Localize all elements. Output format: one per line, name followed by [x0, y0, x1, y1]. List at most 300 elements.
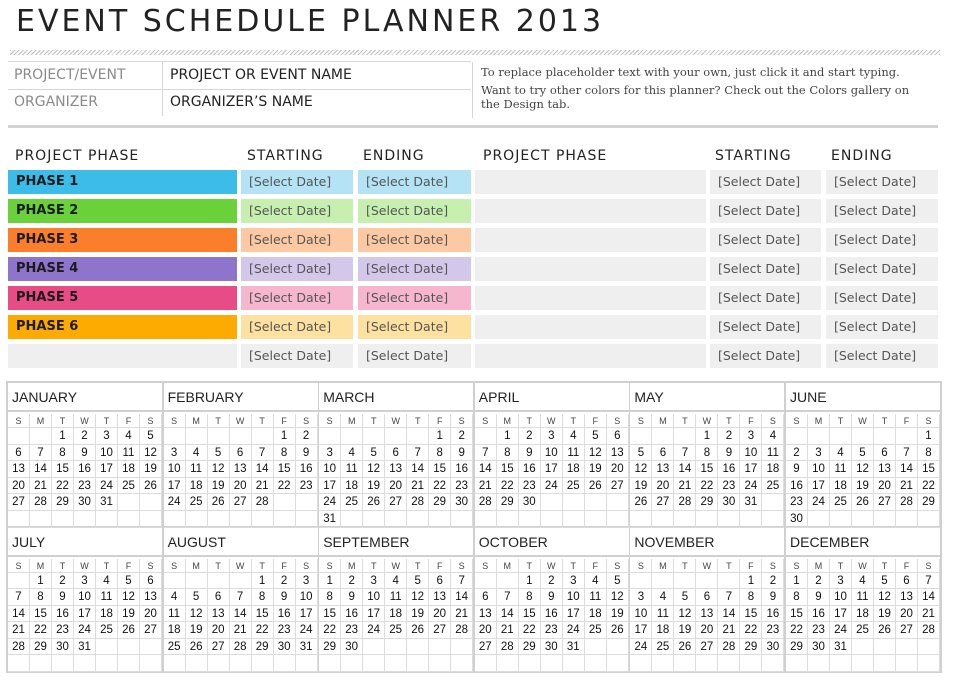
calendar-day[interactable]: 22 — [30, 622, 52, 639]
calendar-day[interactable]: 1 — [696, 428, 718, 445]
calendar-day[interactable]: 2 — [296, 428, 318, 445]
end-date-left-6[interactable]: [Select Date] — [358, 315, 471, 339]
calendar-day[interactable]: 10 — [96, 445, 118, 462]
calendar-day[interactable]: 7 — [475, 445, 497, 462]
calendar-day[interactable]: 29 — [52, 494, 74, 511]
calendar-day[interactable]: 23 — [274, 622, 296, 639]
calendar-day[interactable]: 18 — [563, 461, 585, 478]
calendar-day[interactable]: 18 — [118, 461, 140, 478]
calendar-day[interactable]: 5 — [674, 589, 696, 606]
calendar-day[interactable]: 8 — [30, 589, 52, 606]
calendar-day[interactable]: 8 — [52, 445, 74, 462]
calendar-day[interactable]: 25 — [186, 494, 208, 511]
calendar-day[interactable]: 1 — [274, 428, 296, 445]
end-date-left-7[interactable]: [Select Date] — [358, 344, 471, 368]
calendar-day[interactable]: 31 — [740, 494, 762, 511]
calendar-day[interactable]: 1 — [740, 573, 762, 590]
calendar-day[interactable]: 25 — [563, 478, 585, 495]
calendar-day[interactable]: 11 — [341, 461, 363, 478]
calendar-day[interactable]: 10 — [363, 589, 385, 606]
calendar-day[interactable]: 25 — [852, 622, 874, 639]
calendar-day[interactable]: 12 — [674, 606, 696, 623]
calendar-day[interactable]: 23 — [74, 478, 96, 495]
calendar-day[interactable]: 26 — [208, 494, 230, 511]
calendar-day[interactable]: 5 — [208, 445, 230, 462]
start-date-left-4[interactable]: [Select Date] — [241, 257, 353, 281]
calendar-day[interactable]: 11 — [762, 445, 784, 462]
calendar-day[interactable]: 18 — [762, 461, 784, 478]
phase-label-right-1[interactable] — [475, 170, 706, 194]
calendar-day[interactable]: 3 — [563, 573, 585, 590]
calendar-day[interactable]: 8 — [740, 589, 762, 606]
calendar-day[interactable]: 23 — [808, 622, 830, 639]
start-date-right-1[interactable]: [Select Date] — [710, 170, 821, 194]
calendar-day[interactable]: 16 — [541, 606, 563, 623]
calendar-day[interactable]: 21 — [497, 622, 519, 639]
calendar-day[interactable]: 9 — [451, 445, 473, 462]
calendar-day[interactable]: 5 — [118, 573, 140, 590]
calendar-day[interactable]: 16 — [519, 461, 541, 478]
calendar-day[interactable]: 1 — [429, 428, 451, 445]
start-date-right-2[interactable]: [Select Date] — [710, 199, 821, 223]
calendar-day[interactable]: 29 — [918, 494, 940, 511]
calendar-day[interactable]: 26 — [585, 478, 607, 495]
calendar-day[interactable]: 30 — [808, 639, 830, 656]
calendar-day[interactable]: 17 — [363, 606, 385, 623]
calendar-day[interactable]: 27 — [208, 639, 230, 656]
calendar-day[interactable]: 2 — [718, 428, 740, 445]
calendar-day[interactable]: 8 — [786, 589, 808, 606]
calendar-day[interactable]: 8 — [274, 445, 296, 462]
calendar-day[interactable]: 8 — [497, 445, 519, 462]
calendar-day[interactable]: 26 — [118, 622, 140, 639]
calendar-day[interactable]: 15 — [252, 606, 274, 623]
calendar-day[interactable]: 30 — [519, 494, 541, 511]
calendar-day[interactable]: 1 — [519, 573, 541, 590]
calendar-day[interactable]: 27 — [652, 494, 674, 511]
calendar-day[interactable]: 1 — [497, 428, 519, 445]
calendar-day[interactable]: 12 — [852, 461, 874, 478]
calendar-day[interactable]: 18 — [164, 622, 186, 639]
calendar-day[interactable]: 21 — [718, 622, 740, 639]
calendar-day[interactable]: 30 — [541, 639, 563, 656]
calendar-day[interactable]: 22 — [52, 478, 74, 495]
start-date-left-7[interactable]: [Select Date] — [241, 344, 353, 368]
calendar-day[interactable]: 9 — [341, 589, 363, 606]
calendar-day[interactable]: 15 — [429, 461, 451, 478]
calendar-day[interactable]: 14 — [451, 589, 473, 606]
calendar-day[interactable]: 22 — [519, 622, 541, 639]
calendar-day[interactable]: 1 — [918, 428, 940, 445]
calendar-day[interactable]: 21 — [475, 478, 497, 495]
calendar-day[interactable]: 27 — [140, 622, 162, 639]
calendar-day[interactable]: 17 — [164, 478, 186, 495]
calendar-day[interactable]: 13 — [607, 445, 629, 462]
calendar-day[interactable]: 9 — [52, 589, 74, 606]
calendar-day[interactable]: 29 — [497, 494, 519, 511]
calendar-day[interactable]: 28 — [896, 494, 918, 511]
calendar-day[interactable]: 10 — [808, 461, 830, 478]
calendar-day[interactable]: 31 — [96, 494, 118, 511]
calendar-day[interactable]: 11 — [830, 461, 852, 478]
calendar-day[interactable]: 13 — [140, 589, 162, 606]
calendar-day[interactable]: 10 — [740, 445, 762, 462]
calendar-day[interactable]: 20 — [429, 606, 451, 623]
calendar-day[interactable]: 26 — [186, 639, 208, 656]
calendar-day[interactable]: 10 — [74, 589, 96, 606]
calendar-day[interactable]: 19 — [674, 622, 696, 639]
start-date-right-7[interactable]: [Select Date] — [710, 344, 821, 368]
calendar-day[interactable]: 12 — [118, 589, 140, 606]
calendar-day[interactable]: 25 — [385, 622, 407, 639]
end-date-left-2[interactable]: [Select Date] — [358, 199, 471, 223]
calendar-day[interactable]: 26 — [874, 622, 896, 639]
calendar-day[interactable]: 15 — [319, 606, 341, 623]
calendar-day[interactable]: 28 — [718, 639, 740, 656]
calendar-day[interactable]: 9 — [274, 589, 296, 606]
calendar-day[interactable]: 4 — [186, 445, 208, 462]
calendar-day[interactable]: 7 — [451, 573, 473, 590]
calendar-day[interactable]: 6 — [696, 589, 718, 606]
calendar-day[interactable]: 24 — [296, 622, 318, 639]
calendar-day[interactable]: 12 — [363, 461, 385, 478]
calendar-day[interactable]: 15 — [918, 461, 940, 478]
phase-label-7[interactable] — [8, 344, 237, 368]
calendar-day[interactable]: 3 — [808, 445, 830, 462]
calendar-day[interactable]: 27 — [874, 494, 896, 511]
calendar-day[interactable]: 13 — [896, 589, 918, 606]
calendar-day[interactable]: 7 — [497, 589, 519, 606]
calendar-day[interactable]: 20 — [896, 606, 918, 623]
calendar-day[interactable]: 20 — [874, 478, 896, 495]
calendar-day[interactable]: 27 — [429, 622, 451, 639]
calendar-day[interactable]: 29 — [252, 639, 274, 656]
calendar-day[interactable]: 25 — [830, 494, 852, 511]
calendar-day[interactable]: 27 — [896, 622, 918, 639]
calendar-day[interactable]: 23 — [52, 622, 74, 639]
phase-label-4[interactable]: PHASE 4 — [8, 257, 237, 281]
calendar-day[interactable]: 1 — [319, 573, 341, 590]
calendar-day[interactable]: 11 — [652, 606, 674, 623]
calendar-day[interactable]: 24 — [164, 494, 186, 511]
calendar-day[interactable]: 5 — [874, 573, 896, 590]
calendar-day[interactable]: 19 — [186, 622, 208, 639]
calendar-day[interactable]: 8 — [519, 589, 541, 606]
phase-label-6[interactable]: PHASE 6 — [8, 315, 237, 339]
calendar-day[interactable]: 18 — [585, 606, 607, 623]
calendar-day[interactable]: 17 — [74, 606, 96, 623]
calendar-day[interactable]: 16 — [341, 606, 363, 623]
calendar-day[interactable]: 26 — [140, 478, 162, 495]
calendar-day[interactable]: 25 — [118, 478, 140, 495]
calendar-day[interactable]: 11 — [385, 589, 407, 606]
calendar-day[interactable]: 12 — [140, 445, 162, 462]
calendar-day[interactable]: 14 — [230, 606, 252, 623]
calendar-day[interactable]: 11 — [186, 461, 208, 478]
calendar-day[interactable]: 28 — [30, 494, 52, 511]
calendar-day[interactable]: 16 — [296, 461, 318, 478]
calendar-day[interactable]: 4 — [762, 428, 784, 445]
calendar-day[interactable]: 15 — [52, 461, 74, 478]
calendar-day[interactable]: 26 — [407, 622, 429, 639]
calendar-day[interactable]: 13 — [696, 606, 718, 623]
calendar-day[interactable]: 19 — [607, 606, 629, 623]
calendar-day[interactable]: 10 — [319, 461, 341, 478]
calendar-day[interactable]: 16 — [74, 461, 96, 478]
phase-label-right-4[interactable] — [475, 257, 706, 281]
calendar-day[interactable]: 2 — [451, 428, 473, 445]
calendar-day[interactable]: 17 — [830, 606, 852, 623]
calendar-day[interactable]: 9 — [718, 445, 740, 462]
calendar-day[interactable]: 4 — [830, 445, 852, 462]
calendar-day[interactable]: 24 — [563, 622, 585, 639]
end-date-left-5[interactable]: [Select Date] — [358, 286, 471, 310]
calendar-day[interactable]: 31 — [296, 639, 318, 656]
calendar-day[interactable]: 25 — [762, 478, 784, 495]
calendar-day[interactable]: 24 — [319, 494, 341, 511]
calendar-day[interactable]: 22 — [786, 622, 808, 639]
calendar-day[interactable]: 4 — [652, 589, 674, 606]
calendar-day[interactable]: 6 — [652, 445, 674, 462]
calendar-day[interactable]: 21 — [918, 606, 940, 623]
phase-label-2[interactable]: PHASE 2 — [8, 199, 237, 223]
calendar-day[interactable]: 27 — [607, 478, 629, 495]
calendar-day[interactable]: 15 — [274, 461, 296, 478]
calendar-day[interactable]: 27 — [230, 494, 252, 511]
calendar-day[interactable]: 7 — [230, 589, 252, 606]
calendar-day[interactable]: 8 — [319, 589, 341, 606]
calendar-day[interactable]: 20 — [696, 622, 718, 639]
calendar-day[interactable]: 6 — [429, 573, 451, 590]
calendar-day[interactable]: 5 — [852, 445, 874, 462]
calendar-day[interactable]: 12 — [585, 445, 607, 462]
calendar-day[interactable]: 19 — [118, 606, 140, 623]
calendar-day[interactable]: 2 — [74, 428, 96, 445]
calendar-day[interactable]: 24 — [808, 494, 830, 511]
calendar-day[interactable]: 21 — [407, 478, 429, 495]
phase-label-right-5[interactable] — [475, 286, 706, 310]
calendar-day[interactable]: 2 — [541, 573, 563, 590]
calendar-day[interactable]: 28 — [451, 622, 473, 639]
calendar-day[interactable]: 3 — [363, 573, 385, 590]
calendar-day[interactable]: 22 — [918, 478, 940, 495]
calendar-day[interactable]: 17 — [563, 606, 585, 623]
calendar-day[interactable]: 7 — [407, 445, 429, 462]
calendar-day[interactable]: 23 — [341, 622, 363, 639]
calendar-day[interactable]: 22 — [740, 622, 762, 639]
calendar-day[interactable]: 15 — [786, 606, 808, 623]
calendar-day[interactable]: 18 — [830, 478, 852, 495]
calendar-day[interactable]: 16 — [274, 606, 296, 623]
calendar-day[interactable]: 25 — [341, 494, 363, 511]
calendar-day[interactable]: 13 — [652, 461, 674, 478]
calendar-day[interactable]: 7 — [252, 445, 274, 462]
calendar-day[interactable]: 30 — [52, 639, 74, 656]
calendar-day[interactable]: 27 — [385, 494, 407, 511]
calendar-day[interactable]: 12 — [208, 461, 230, 478]
calendar-day[interactable]: 16 — [786, 478, 808, 495]
calendar-day[interactable]: 17 — [808, 478, 830, 495]
calendar-day[interactable]: 23 — [541, 622, 563, 639]
calendar-day[interactable]: 30 — [786, 511, 808, 528]
calendar-day[interactable]: 11 — [563, 445, 585, 462]
calendar-day[interactable]: 25 — [164, 639, 186, 656]
calendar-day[interactable]: 16 — [451, 461, 473, 478]
calendar-day[interactable]: 11 — [118, 445, 140, 462]
calendar-day[interactable]: 26 — [674, 639, 696, 656]
calendar-day[interactable]: 28 — [674, 494, 696, 511]
calendar-day[interactable]: 18 — [341, 478, 363, 495]
calendar-day[interactable]: 22 — [696, 478, 718, 495]
calendar-day[interactable]: 3 — [541, 428, 563, 445]
calendar-day[interactable]: 26 — [852, 494, 874, 511]
calendar-day[interactable]: 14 — [407, 461, 429, 478]
calendar-day[interactable]: 29 — [740, 639, 762, 656]
calendar-day[interactable]: 19 — [208, 478, 230, 495]
phase-label-right-6[interactable] — [475, 315, 706, 339]
calendar-day[interactable]: 26 — [607, 622, 629, 639]
calendar-day[interactable]: 16 — [718, 461, 740, 478]
calendar-day[interactable]: 6 — [230, 445, 252, 462]
end-date-right-4[interactable]: [Select Date] — [826, 257, 938, 281]
calendar-day[interactable]: 24 — [96, 478, 118, 495]
calendar-day[interactable]: 10 — [296, 589, 318, 606]
calendar-day[interactable]: 9 — [74, 445, 96, 462]
calendar-day[interactable]: 6 — [385, 445, 407, 462]
calendar-day[interactable]: 10 — [164, 461, 186, 478]
calendar-day[interactable]: 21 — [451, 606, 473, 623]
calendar-day[interactable]: 31 — [319, 511, 341, 528]
calendar-day[interactable]: 6 — [607, 428, 629, 445]
calendar-day[interactable]: 21 — [230, 622, 252, 639]
calendar-day[interactable]: 19 — [363, 478, 385, 495]
calendar-day[interactable]: 9 — [762, 589, 784, 606]
calendar-day[interactable]: 13 — [475, 606, 497, 623]
calendar-day[interactable]: 29 — [786, 639, 808, 656]
calendar-day[interactable]: 5 — [630, 445, 652, 462]
calendar-day[interactable]: 8 — [429, 445, 451, 462]
calendar-day[interactable]: 15 — [696, 461, 718, 478]
calendar-day[interactable]: 12 — [407, 589, 429, 606]
calendar-day[interactable]: 31 — [563, 639, 585, 656]
calendar-day[interactable]: 14 — [252, 461, 274, 478]
calendar-day[interactable]: 15 — [497, 461, 519, 478]
calendar-day[interactable]: 5 — [407, 573, 429, 590]
calendar-day[interactable]: 23 — [451, 478, 473, 495]
calendar-day[interactable]: 25 — [96, 622, 118, 639]
start-date-left-5[interactable]: [Select Date] — [241, 286, 353, 310]
calendar-day[interactable]: 11 — [585, 589, 607, 606]
calendar-day[interactable]: 4 — [341, 445, 363, 462]
calendar-day[interactable]: 18 — [186, 478, 208, 495]
calendar-day[interactable]: 2 — [52, 573, 74, 590]
calendar-day[interactable]: 2 — [808, 573, 830, 590]
calendar-day[interactable]: 29 — [519, 639, 541, 656]
calendar-day[interactable]: 9 — [296, 445, 318, 462]
calendar-day[interactable]: 4 — [852, 573, 874, 590]
calendar-day[interactable]: 13 — [8, 461, 30, 478]
calendar-day[interactable]: 2 — [762, 573, 784, 590]
end-date-right-3[interactable]: [Select Date] — [826, 228, 938, 252]
calendar-day[interactable]: 21 — [252, 478, 274, 495]
calendar-day[interactable]: 3 — [319, 445, 341, 462]
calendar-day[interactable]: 28 — [252, 494, 274, 511]
calendar-day[interactable]: 11 — [96, 589, 118, 606]
calendar-day[interactable]: 15 — [519, 606, 541, 623]
calendar-day[interactable]: 3 — [830, 573, 852, 590]
end-date-right-1[interactable]: [Select Date] — [826, 170, 938, 194]
calendar-day[interactable]: 17 — [630, 622, 652, 639]
calendar-day[interactable]: 5 — [363, 445, 385, 462]
calendar-day[interactable]: 14 — [674, 461, 696, 478]
calendar-day[interactable]: 28 — [8, 639, 30, 656]
calendar-day[interactable]: 13 — [429, 589, 451, 606]
calendar-day[interactable]: 1 — [786, 573, 808, 590]
calendar-day[interactable]: 7 — [918, 573, 940, 590]
calendar-day[interactable]: 24 — [630, 639, 652, 656]
calendar-day[interactable]: 23 — [762, 622, 784, 639]
calendar-day[interactable]: 2 — [786, 445, 808, 462]
phase-label-right-2[interactable] — [475, 199, 706, 223]
calendar-day[interactable]: 11 — [164, 606, 186, 623]
calendar-day[interactable]: 26 — [630, 494, 652, 511]
calendar-day[interactable]: 20 — [607, 461, 629, 478]
calendar-day[interactable]: 24 — [74, 622, 96, 639]
calendar-day[interactable]: 18 — [385, 606, 407, 623]
calendar-day[interactable]: 28 — [407, 494, 429, 511]
calendar-day[interactable]: 29 — [319, 639, 341, 656]
calendar-day[interactable]: 3 — [164, 445, 186, 462]
calendar-day[interactable]: 21 — [8, 622, 30, 639]
calendar-day[interactable]: 18 — [96, 606, 118, 623]
calendar-day[interactable]: 7 — [896, 445, 918, 462]
start-date-right-4[interactable]: [Select Date] — [710, 257, 821, 281]
calendar-day[interactable]: 29 — [30, 639, 52, 656]
calendar-day[interactable]: 6 — [475, 589, 497, 606]
start-date-right-5[interactable]: [Select Date] — [710, 286, 821, 310]
calendar-day[interactable]: 4 — [585, 573, 607, 590]
calendar-day[interactable]: 22 — [429, 478, 451, 495]
start-date-left-3[interactable]: [Select Date] — [241, 228, 353, 252]
end-date-left-3[interactable]: [Select Date] — [358, 228, 471, 252]
calendar-day[interactable]: 6 — [8, 445, 30, 462]
calendar-day[interactable]: 14 — [475, 461, 497, 478]
calendar-day[interactable]: 16 — [808, 606, 830, 623]
calendar-day[interactable]: 3 — [630, 589, 652, 606]
calendar-day[interactable]: 19 — [874, 606, 896, 623]
calendar-day[interactable]: 20 — [230, 478, 252, 495]
calendar-day[interactable]: 3 — [296, 573, 318, 590]
calendar-day[interactable]: 18 — [652, 622, 674, 639]
calendar-day[interactable]: 4 — [118, 428, 140, 445]
calendar-day[interactable]: 16 — [762, 606, 784, 623]
calendar-day[interactable]: 19 — [852, 478, 874, 495]
calendar-day[interactable]: 27 — [696, 639, 718, 656]
calendar-day[interactable]: 23 — [519, 478, 541, 495]
calendar-day[interactable]: 13 — [208, 606, 230, 623]
phase-label-3[interactable]: PHASE 3 — [8, 228, 237, 252]
calendar-day[interactable]: 20 — [208, 622, 230, 639]
calendar-day[interactable]: 14 — [896, 461, 918, 478]
calendar-day[interactable]: 7 — [8, 589, 30, 606]
calendar-day[interactable]: 24 — [541, 478, 563, 495]
calendar-day[interactable]: 7 — [718, 589, 740, 606]
calendar-day[interactable]: 5 — [607, 573, 629, 590]
start-date-right-3[interactable]: [Select Date] — [710, 228, 821, 252]
calendar-day[interactable]: 22 — [497, 478, 519, 495]
calendar-day[interactable]: 5 — [140, 428, 162, 445]
calendar-day[interactable]: 13 — [230, 461, 252, 478]
